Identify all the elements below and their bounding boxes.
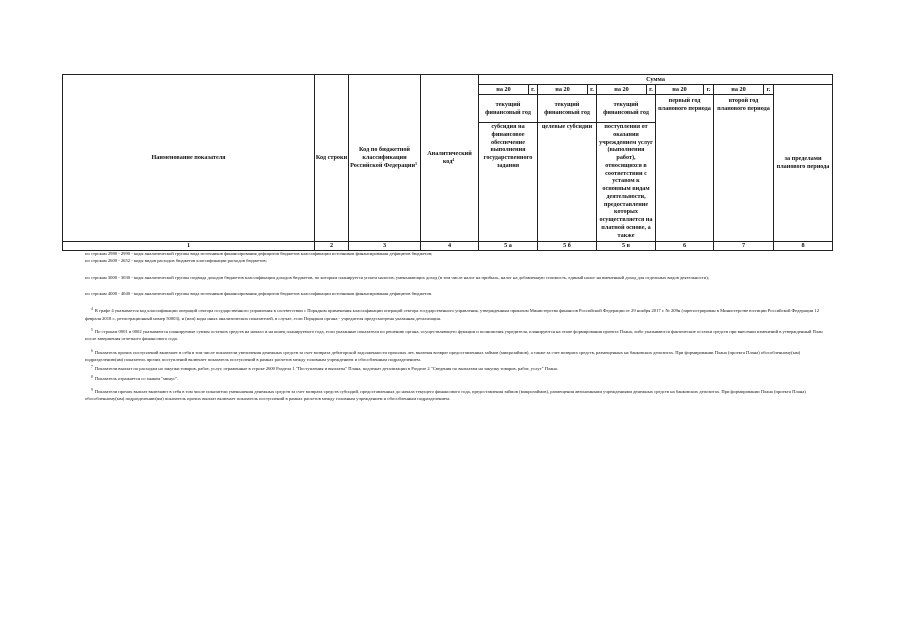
- footnote-mark-3: 3: [415, 161, 417, 166]
- year-cell-3: на 20: [597, 85, 647, 95]
- header-second-plan-year: второй год планового периода: [714, 95, 774, 242]
- note-lines-2980: по строкам 2980 - 2990 - коды аналитической группы вида источников финансирования дефицитов бюджетов классификации источников финансирования дефицитов бюджетов;: [85, 251, 433, 256]
- footnote-9-text: Показатели прочих выплат включают в себя в том числе показатели уменьшения денежных средств за счет возврата средств субсидий, предоставленных до начала текущего финансового года, предоставления займов (микрозаймов), размещения автономными учреждениями денежных средств на банковских депозитах. При формировании Плана (проекта Плана) обособленному(ым) подразделению(ям) показатель прочих выплат включает показатель поступлений в рамках расчетов между головным учреждением и обособленным подразделением.: [85, 389, 806, 402]
- header-first-plan-year: первый год планового периода: [656, 95, 714, 242]
- subheader-5v-text: поступления от оказания учреждением услуг (выполнения работ), относящихся в соответствии с уставом к основным видам деятельности, предоставление которых осуществляется на платной основе, а также: [599, 123, 653, 239]
- subheader-5a: [479, 123, 538, 242]
- footnote-6-number: 6: [91, 348, 93, 353]
- footnote-mark-4: 4: [452, 158, 455, 162]
- year-suffix-4: г.: [704, 85, 714, 95]
- year-cell-2: на 20: [538, 85, 588, 95]
- header-budget-code: [349, 75, 421, 242]
- subheader-5b-text: целевые субсидии: [541, 123, 593, 130]
- header-sum: Сумма: [479, 75, 833, 85]
- footnote-5: [85, 328, 830, 343]
- year-cell-4: на 20: [656, 85, 704, 95]
- col-number-8: 8: [774, 242, 833, 251]
- footnote-9: [85, 388, 830, 403]
- footnote-8-text: Показатель отражается со знаком "минус".: [94, 375, 179, 381]
- year-suffix-2: г.: [588, 85, 597, 95]
- year-suffix-3: г.: [647, 85, 656, 95]
- footnote-8: [85, 375, 830, 382]
- col-number-4: 4: [421, 242, 479, 251]
- col-number-6: 6: [656, 242, 714, 251]
- footnote-4-number: 4: [91, 307, 93, 312]
- header-analytic-code-label: Аналитический код: [427, 150, 472, 165]
- footnote-5-number: 5: [91, 328, 93, 333]
- col-number-2: 2: [315, 242, 349, 251]
- col-number-5a: 5 а: [479, 242, 538, 251]
- header-budget-code-label: Код по бюджетной классификации Российской Федерации: [350, 146, 416, 169]
- footnote-4: [85, 307, 830, 322]
- note-lines-2600: по строкам 2600 - 2652 - коды видов расходов бюджетов классификации расходов бюджетов;: [85, 258, 267, 264]
- footnote-7: [85, 365, 830, 372]
- subheader-5b: [538, 123, 597, 242]
- header-current-year-2: текущий финансовый год: [538, 95, 597, 123]
- header-indicator-name: Наименование показателя: [63, 75, 315, 242]
- col-number-5b: 5 б: [538, 242, 597, 251]
- col-number-3: 3: [349, 242, 421, 251]
- footnote-6-text: Показатель прочих поступлений включает в себя в том числе показатели увеличения денежных средств за счет возврата дебиторской задолженности прошлых лет, включая возврат предоставленных займов (микрозаймов), а также за счет возврата средств, размещенных на банковских депозитах. При формировании Плана (проекта Плана) обособленному(ым) подразделению(ям) показатель прочих поступлений включает показатель поступлений в рамках расчетов между головным учреждением и обособленным подразделением.: [85, 349, 801, 363]
- subheader-5v: [597, 123, 656, 242]
- note-lines-3000: по строкам 3000 - 3030 - коды аналитической группы подвида доходов бюджетов классификации доходов бюджетов, по которым планируется уплата налогов, уменьшающих доход (в том числе налог на прибыль, налог на добавленную стоимость, единый налог на вмененный доход для отдельных видов деятельности);: [85, 274, 710, 280]
- col-number-7: 7: [714, 242, 774, 251]
- col-number-1: 1: [63, 242, 315, 251]
- footnote-4-text: В графе 4 указывается код классификации операций сектора государственного управления в соответствии с Порядком применения классификации операций сектора государственного управления, утвержденным приказом Министерства финансов Российской Федерации от 29 ноября 2017 г. № 209н (зарегистрирован в Министерстве юстиции Российской Федерации 12 февраля 2018 г., регистрационный номер 50003), и (или) коды иных аналитических показателей, в случае, если Порядком органа - учредителя предусмотрена указанная детализация.: [85, 308, 819, 321]
- footnote-8-number: 8: [91, 374, 93, 379]
- header-row-code: Код строки: [315, 75, 349, 242]
- plan-table: [62, 74, 833, 251]
- header-analytic-code: [421, 75, 479, 242]
- footnotes: [85, 250, 830, 403]
- footnote-5-text: По строкам 0001 и 0002 указываются планируемые суммы остатков средств на начало и на конец планируемого года, если указанные показатели по решению органа, осуществляющего функции и полномочия учредителя, планируются на этапе формирования проекта Плана, либо указываются фактические остатки средств при внесении изменений в утвержденный План после завершения отчетного финансового года.: [85, 329, 823, 342]
- year-suffix-1: г.: [529, 85, 538, 95]
- year-suffix-5: г.: [764, 85, 774, 95]
- year-cell-5: на 20: [714, 85, 764, 95]
- footnote-7-text: Показатели выплат по расходам на закупки товаров, работ, услуг, отраженные в строке 2600 Раздела 1 "Поступления и выплаты" Плана, подлежат детализации в Разделе 2 "Сведения по выплатам на закупку товаров, работ, услуг" Плана.: [94, 366, 558, 372]
- col-number-5v: 5 в: [597, 242, 656, 251]
- footnote-7-number: 7: [91, 365, 93, 370]
- header-current-year-3: текущий финансовый год: [597, 95, 656, 123]
- year-cell-1: на 20: [479, 85, 529, 95]
- subheader-5a-text: субсидия на финансовое обеспечение выполнения государственного задания: [483, 123, 533, 169]
- footnote-6: [85, 349, 830, 364]
- header-current-year-1: текущий финансовый год: [479, 95, 538, 123]
- footnote-9-number: 9: [91, 388, 93, 393]
- header-beyond-period: за пределами планового периода: [774, 85, 833, 242]
- note-lines-4000: по строкам 4000 - 4040 - коды аналитической группы вида источников финансирования дефицитов бюджетов классификации источников финансирования дефицитов бюджетов.: [85, 291, 433, 297]
